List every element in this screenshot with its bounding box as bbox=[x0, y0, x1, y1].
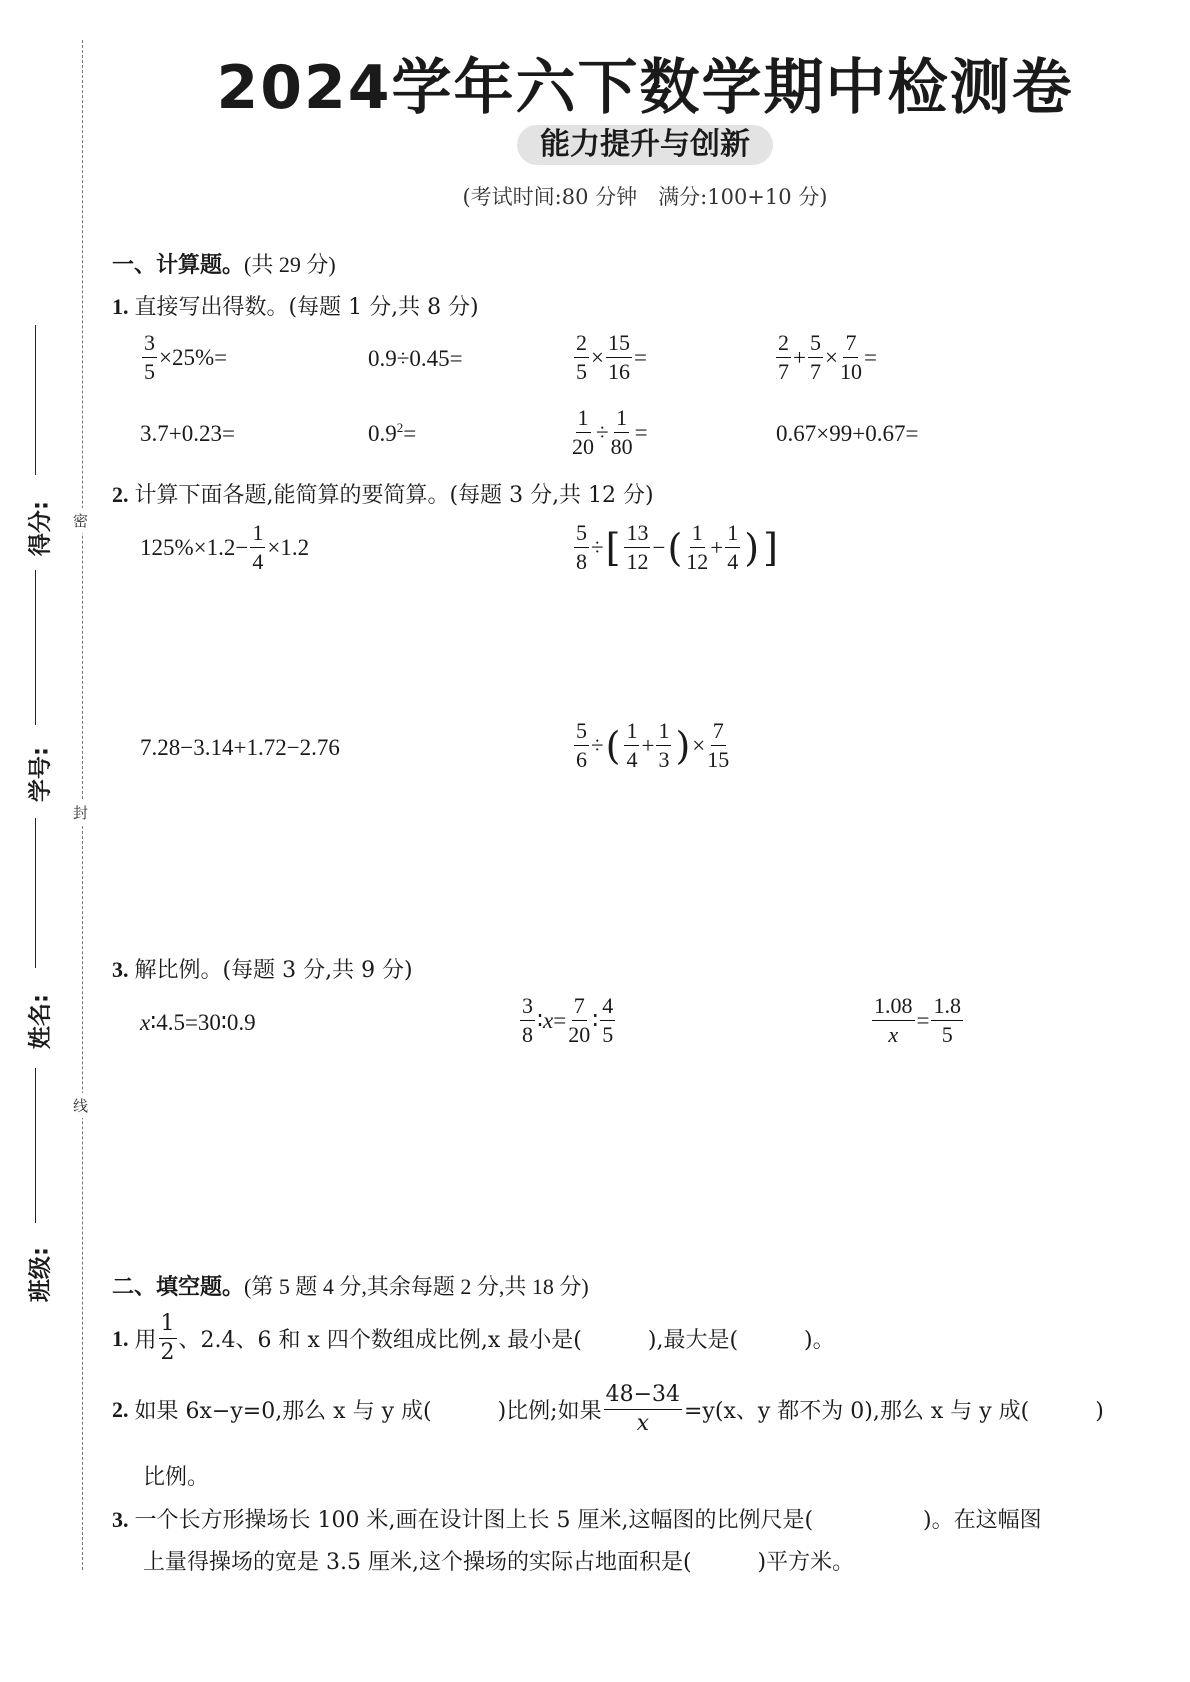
class-label: 班级: bbox=[27, 1246, 54, 1303]
section1-note: (共 29 分) bbox=[244, 252, 336, 277]
q1-3-item-a: x ∶4.5=30∶0.9 bbox=[140, 1010, 256, 1035]
q1-1-item-d: $\frac{2}{7}$ + $\frac{5}{7}$ × $\frac{7}{10}$ = bbox=[778, 330, 877, 384]
fraction: $\frac{1}{2}$ bbox=[160, 1311, 175, 1365]
q1-3-number: 3. bbox=[112, 957, 129, 982]
q1-1-item-h: 0.67×99+0.67= bbox=[776, 421, 919, 446]
student-id-label: 学号: bbox=[27, 746, 54, 803]
fraction: $\frac{1}{12}$ bbox=[686, 520, 709, 574]
title-badge: 能力提升与创新 bbox=[517, 125, 773, 165]
seal-xian: 线 bbox=[73, 1093, 88, 1118]
q1-2-text: 计算下面各题,能简算的要简算。 bbox=[134, 483, 450, 508]
q1-2-item-b: $\frac{5}{8}$ ÷ [ $\frac{13}{12}$ − ( $\frac{1}{12}$ + $\frac{1}{4}$ ) ] bbox=[576, 520, 778, 574]
fraction: $\frac{1}{3}$ bbox=[658, 718, 670, 772]
q1-1-item-e: 3.7+0.23= bbox=[140, 421, 235, 446]
q1-1-number: 1. bbox=[112, 294, 129, 319]
fraction: $\frac{1}{4}$ bbox=[252, 520, 264, 574]
fraction: $\frac{1}{20}$ bbox=[572, 405, 594, 459]
fraction: $\frac{5}{8}$ bbox=[576, 520, 587, 574]
q1-1-item-b: 0.9÷0.45= bbox=[368, 346, 463, 371]
fraction: $\frac{5}{6}$ bbox=[576, 718, 587, 772]
q1-2-item-a: 125%×1.2− $\frac{1}{4}$ ×1.2 bbox=[140, 520, 310, 574]
q1-3-item-c: $\frac{1.08}{x}$ = $\frac{1.8}{5}$ bbox=[874, 993, 961, 1047]
section1-title: 一、计算题。 bbox=[112, 253, 245, 278]
fraction: $\frac{48-34}{x}$ bbox=[605, 1382, 680, 1436]
fraction: $\frac{13}{12}$ bbox=[626, 520, 649, 574]
q2-3-line1: 3. 一个长方形操场长 100 米,画在设计图上长 5 厘米,这幅图的比例尺是( )。在这幅图 bbox=[112, 1507, 1042, 1533]
student-id-line bbox=[35, 570, 36, 725]
q1-3-item-b: $\frac{3}{8}$ ∶ x = $\frac{7}{20}$ ∶ $\frac{4}{5}$ bbox=[522, 993, 614, 1047]
fraction: $\frac{7}{10}$ bbox=[839, 330, 862, 384]
fraction: $\frac{5}{7}$ bbox=[809, 330, 821, 384]
q1-1-prompt bbox=[112, 290, 479, 321]
fraction: $\frac{2}{7}$ bbox=[778, 330, 789, 384]
q1-1-item-f: 0.9 $^2$ = bbox=[368, 420, 417, 446]
q1-3-note: (每题 3 分,共 9 分) bbox=[222, 958, 413, 983]
fraction: $\frac{3}{8}$ bbox=[522, 993, 533, 1047]
fraction: $\frac{7}{20}$ bbox=[568, 993, 591, 1047]
seal-mi: 密 bbox=[73, 508, 88, 533]
fraction: $\frac{1}{4}$ bbox=[727, 520, 739, 574]
section2-note: (第 5 题 4 分,其余每题 2 分,共 18 分) bbox=[244, 1274, 589, 1299]
fraction: $\frac{7}{15}$ bbox=[707, 718, 730, 772]
q1-2-item-d: $\frac{5}{6}$ ÷ ( $\frac{1}{4}$ + $\frac{1}{3}$ ) × $\frac{7}{15}$ bbox=[576, 718, 730, 772]
name-label: 姓名: bbox=[27, 993, 54, 1050]
fraction: $\frac{1.8}{5}$ bbox=[933, 993, 961, 1047]
q1-1-item-c: $\frac{2}{5}$ × $\frac{15}{16}$ = bbox=[576, 330, 647, 384]
score-label: 得分: bbox=[27, 500, 54, 557]
q1-1-text: 直接写出得数。 bbox=[134, 295, 289, 320]
section1-heading bbox=[112, 248, 336, 279]
q1-2-prompt bbox=[112, 478, 654, 509]
section2-title: 二、填空题。 bbox=[112, 1275, 245, 1300]
q2-3-line2: 上量得操场的宽是 3.5 厘米,这个操场的实际占地面积是( )平方米。 bbox=[143, 1550, 855, 1575]
q2-2: 2. 如果 6x−y=0,那么 x 与 y 成( )比例;如果 $\frac{48-34}{x}$ =y(x、y 都不为 0),那么 x 与 y 成( ) bbox=[112, 1382, 1104, 1436]
seal-feng: 封 bbox=[73, 800, 88, 825]
q1-3-prompt bbox=[112, 953, 413, 984]
fraction: $\frac{1}{80}$ bbox=[610, 405, 633, 459]
section2-heading bbox=[112, 1270, 589, 1301]
q2-1: 1. 用 $\frac{1}{2}$ 、2.4、6 和 x 四个数组成比例,x 最小是( ),最大是( )。 bbox=[112, 1311, 835, 1365]
score-line bbox=[35, 325, 36, 475]
q1-3-text: 解比例。 bbox=[134, 958, 223, 983]
q1-1-note: (每题 1 分,共 8 分) bbox=[288, 295, 479, 320]
q1-1-item-a: $\frac{3}{5}$ ×25%= bbox=[144, 330, 228, 384]
fraction: $\frac{15}{16}$ bbox=[607, 330, 630, 384]
page-title: 2024学年六下数学期中检测卷 bbox=[216, 53, 1074, 123]
name-line bbox=[35, 818, 36, 968]
q2-2-line2: 比例。 bbox=[143, 1465, 210, 1490]
fraction: $\frac{1.08}{x}$ bbox=[874, 993, 913, 1047]
fraction: $\frac{2}{5}$ bbox=[576, 330, 587, 384]
fraction: $\frac{4}{5}$ bbox=[602, 993, 614, 1047]
q1-2-item-c: 7.28−3.14+1.72−2.76 bbox=[140, 735, 340, 760]
exam-info: (考试时间:80 分钟 满分:100+10 分) bbox=[462, 185, 828, 209]
q1-1-item-g: $\frac{1}{20}$ ÷ $\frac{1}{80}$ = bbox=[572, 405, 648, 459]
fraction: $\frac{1}{4}$ bbox=[626, 718, 638, 772]
fraction: $\frac{3}{5}$ bbox=[144, 330, 155, 384]
q1-2-note: (每题 3 分,共 12 分) bbox=[449, 483, 654, 508]
class-line bbox=[35, 1068, 36, 1223]
q1-2-number: 2. bbox=[112, 482, 129, 507]
